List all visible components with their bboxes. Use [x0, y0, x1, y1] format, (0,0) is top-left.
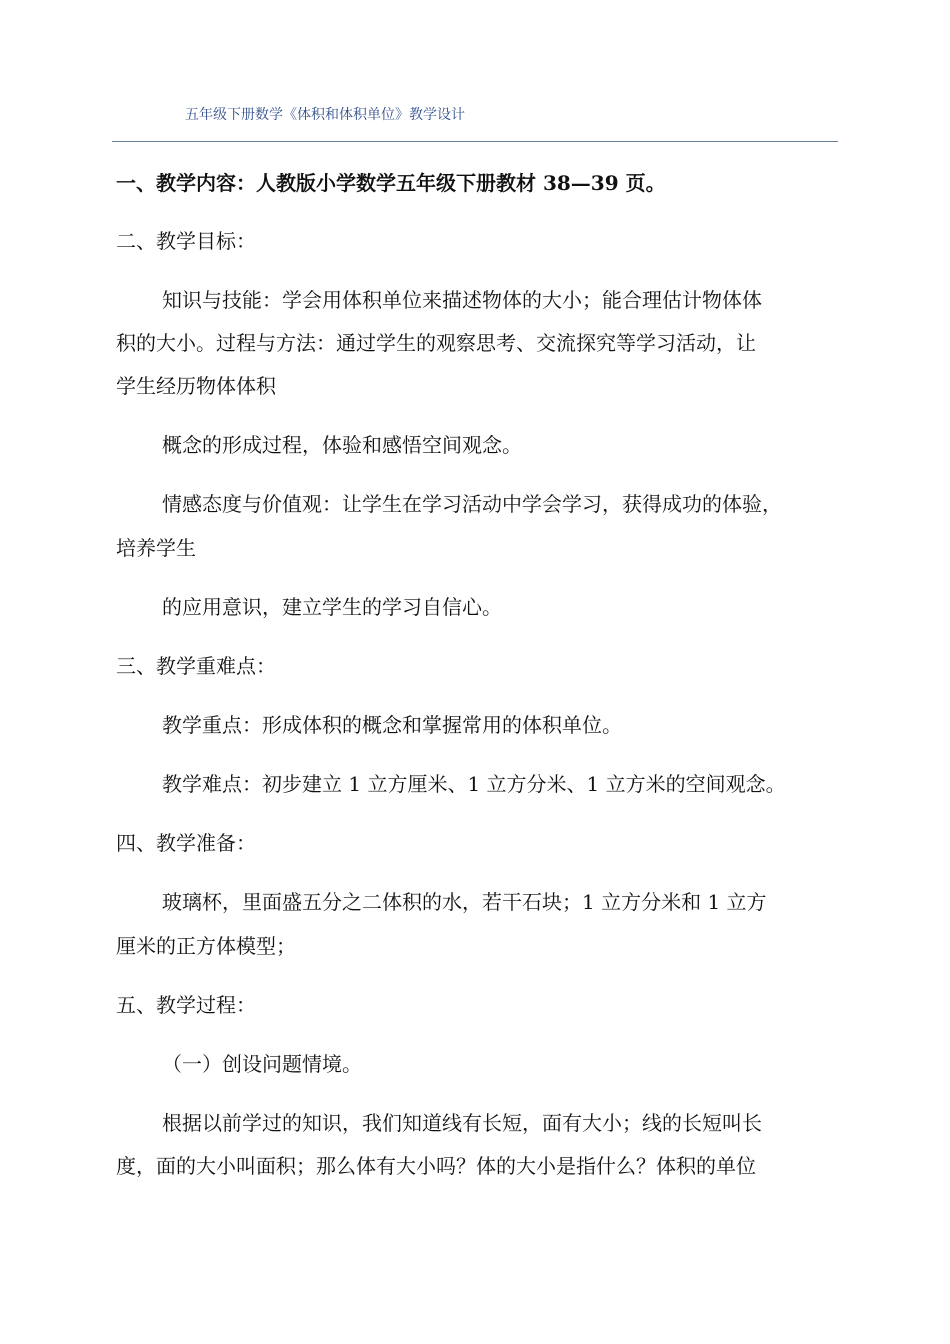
- section-heading-process: 五、教学过程：: [116, 993, 256, 1017]
- paragraph-line: 情感态度与价值观：让学生在学习活动中学会学习，获得成功的体验，: [162, 492, 782, 516]
- section-heading-preparation: 四、教学准备：: [116, 831, 256, 855]
- subsection-heading: （一）创设问题情境。: [162, 1052, 362, 1076]
- paragraph-line: 概念的形成过程，体验和感悟空间观念。: [162, 433, 522, 457]
- paragraph-line: 根据以前学过的知识，我们知道线有长短，面有大小；线的长短叫长: [162, 1111, 762, 1135]
- header-divider: [112, 141, 838, 142]
- document-header-title: 五年级下册数学《体积和体积单位》教学设计: [185, 107, 465, 123]
- paragraph-line: 的应用意识，建立学生的学习自信心。: [162, 595, 502, 619]
- paragraph-line: 教学重点：形成体积的概念和掌握常用的体积单位。: [162, 713, 622, 737]
- section-heading-teaching-content: 一、教学内容：人教版小学数学五年级下册教材 38—39 页。: [116, 171, 666, 195]
- paragraph-line: 厘米的正方体模型；: [116, 934, 296, 958]
- paragraph-line: 玻璃杯，里面盛五分之二体积的水，若干石块；1 立方分米和 1 立方: [162, 890, 767, 914]
- paragraph-line: 度，面的大小叫面积；那么体有大小吗？体的大小是指什么？体积的单位: [116, 1154, 756, 1178]
- paragraph-line: 培养学生: [116, 536, 196, 560]
- paragraph-line: 学生经历物体体积: [116, 374, 276, 398]
- paragraph-line: 积的大小。过程与方法：通过学生的观察思考、交流探究等学习活动，让: [116, 331, 756, 355]
- paragraph-line: 教学难点：初步建立 1 立方厘米、1 立方分米、1 立方米的空间观念。: [162, 772, 786, 796]
- paragraph-line: 知识与技能：学会用体积单位来描述物体的大小；能合理估计物体体: [162, 288, 762, 312]
- section-heading-key-points: 三、教学重难点：: [116, 654, 276, 678]
- section-heading-teaching-goals: 二、教学目标：: [116, 229, 256, 253]
